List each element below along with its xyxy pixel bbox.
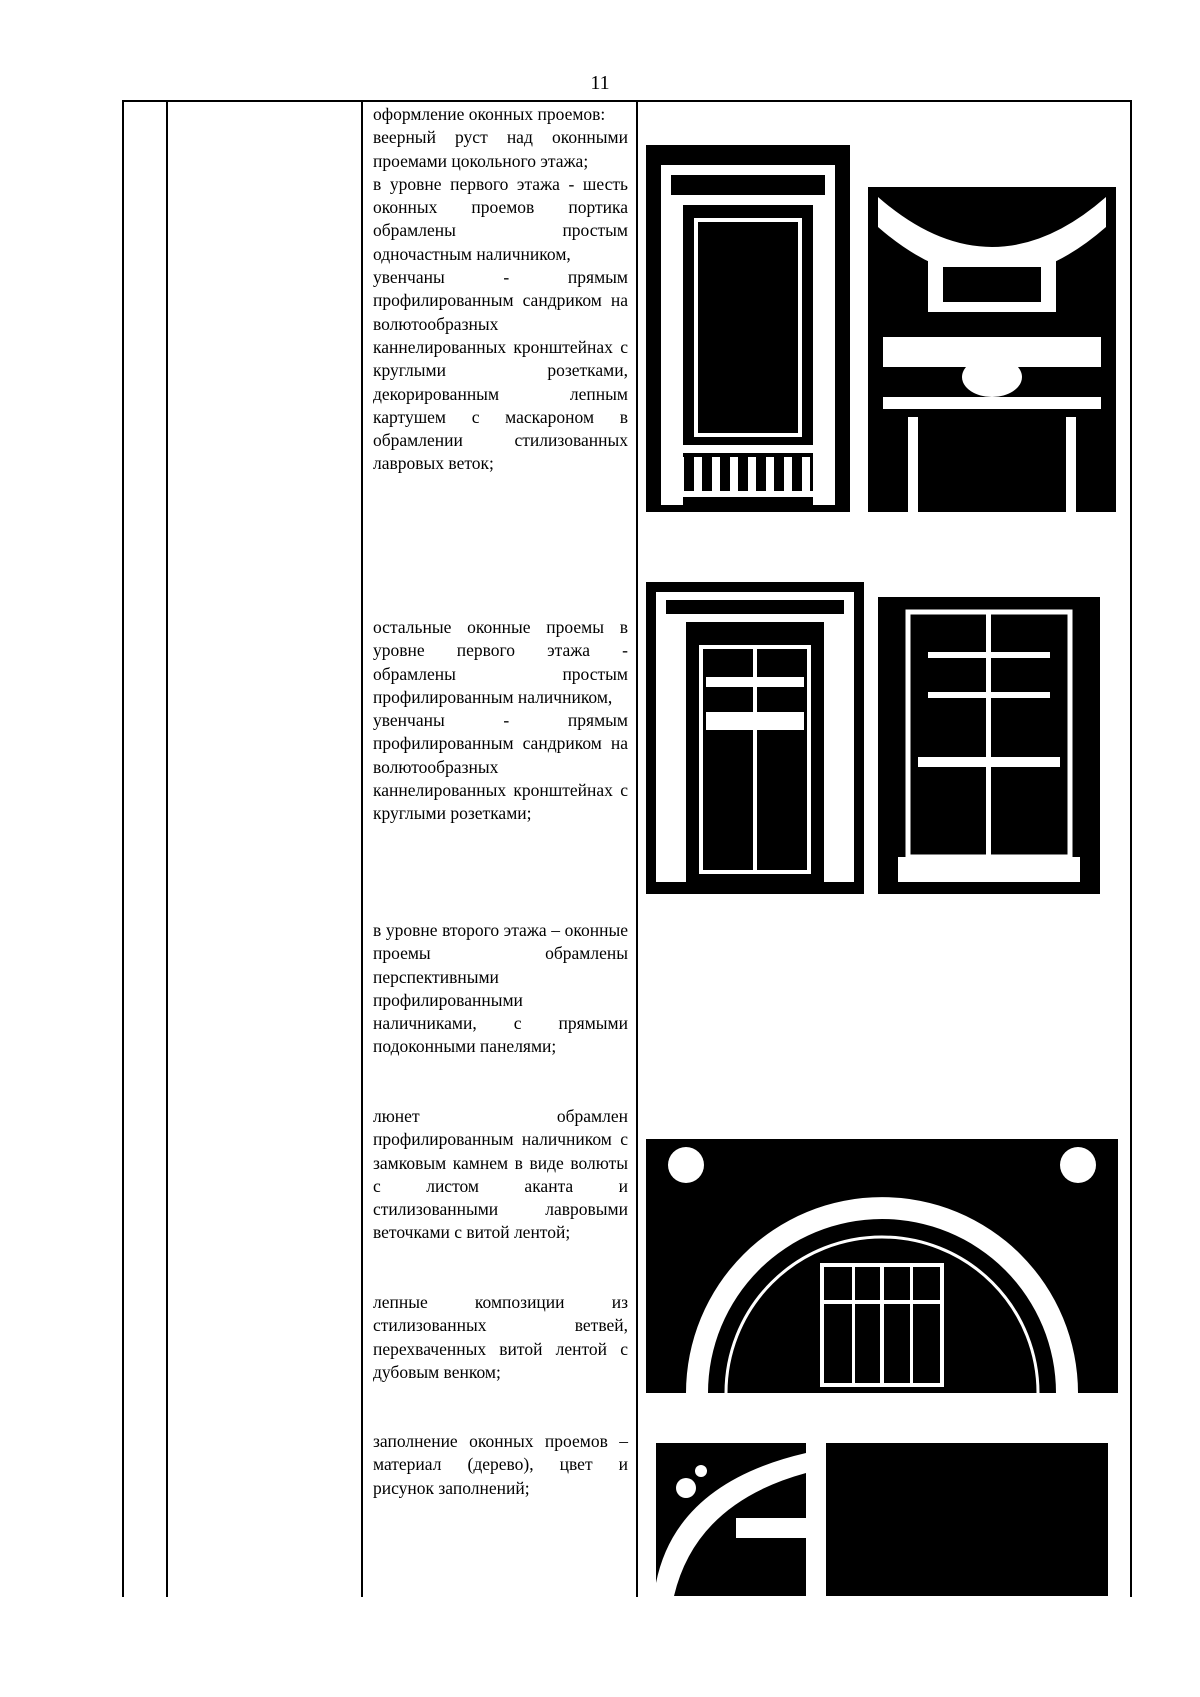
paragraph-window-openings: оформление оконных проемов: bbox=[373, 104, 606, 124]
paragraph-fan-rustication: веерный руст над оконными проемами цокольного этажа; bbox=[373, 127, 628, 171]
paragraph-portico-sandrik: увенчаны - прямым профилированным сандриком на волютообразных каннелированных кронштейнах с круглыми розетками, декорированным лепным картушем с маскароном в обрамлении стилизованных лавровых веток; bbox=[373, 267, 628, 474]
paragraph-stucco: лепные композиции из стилизованных ветвей, перехваченных витой лентой с дубовым венком; bbox=[373, 1292, 628, 1382]
column-divider-1 bbox=[166, 100, 168, 1597]
column-divider-2 bbox=[361, 100, 363, 1597]
column-divider-3 bbox=[636, 100, 638, 1597]
photo-stucco-ornament bbox=[656, 1443, 806, 1596]
paragraph-other-sandrik: увенчаны - прямым профилированным сандриком на волютообразных каннелированных кронштейнах с круглыми розетками; bbox=[373, 710, 628, 824]
photo-first-floor-window bbox=[646, 582, 864, 894]
text-block-4 bbox=[373, 1105, 628, 1245]
photo-lunette-arch bbox=[646, 1125, 1118, 1393]
photo-window-sandrik-detail bbox=[868, 167, 1116, 512]
table-right-border bbox=[1130, 100, 1132, 1597]
text-block-1 bbox=[373, 103, 628, 476]
photo-portico-window bbox=[646, 145, 850, 512]
text-block-5 bbox=[373, 1291, 628, 1384]
table-left-border bbox=[122, 100, 124, 1597]
paragraph-lunette: люнет обрамлен профилированным наличником с замковым камнем в виде волюты с листом аканта и стилизованными лавровыми веточками с витой лентой; bbox=[373, 1106, 628, 1243]
paragraph-other-windows: остальные оконные проемы в уровне первого этажа - обрамлены простым профилированным наличником, bbox=[373, 617, 628, 707]
text-block-2 bbox=[373, 616, 628, 826]
photo-second-floor-window bbox=[878, 582, 1100, 894]
paragraph-second-floor: в уровне второго этажа – оконные проемы обрамлены перспективными профилированными наличниками, с прямыми подоконными панелями; bbox=[373, 920, 628, 1057]
photo-window-filling bbox=[826, 1443, 1108, 1596]
paragraph-window-filling: заполнение оконных проемов – материал (дерево), цвет и рисунок заполнений; bbox=[373, 1431, 628, 1498]
paragraph-portico-windows: в уровне первого этажа - шесть оконных проемов портика обрамлены простым одночастным наличником, bbox=[373, 173, 628, 264]
page-number: 11 bbox=[590, 72, 610, 94]
table-top-border bbox=[122, 100, 1132, 102]
text-block-6 bbox=[373, 1430, 628, 1500]
text-block-3 bbox=[373, 919, 628, 1059]
